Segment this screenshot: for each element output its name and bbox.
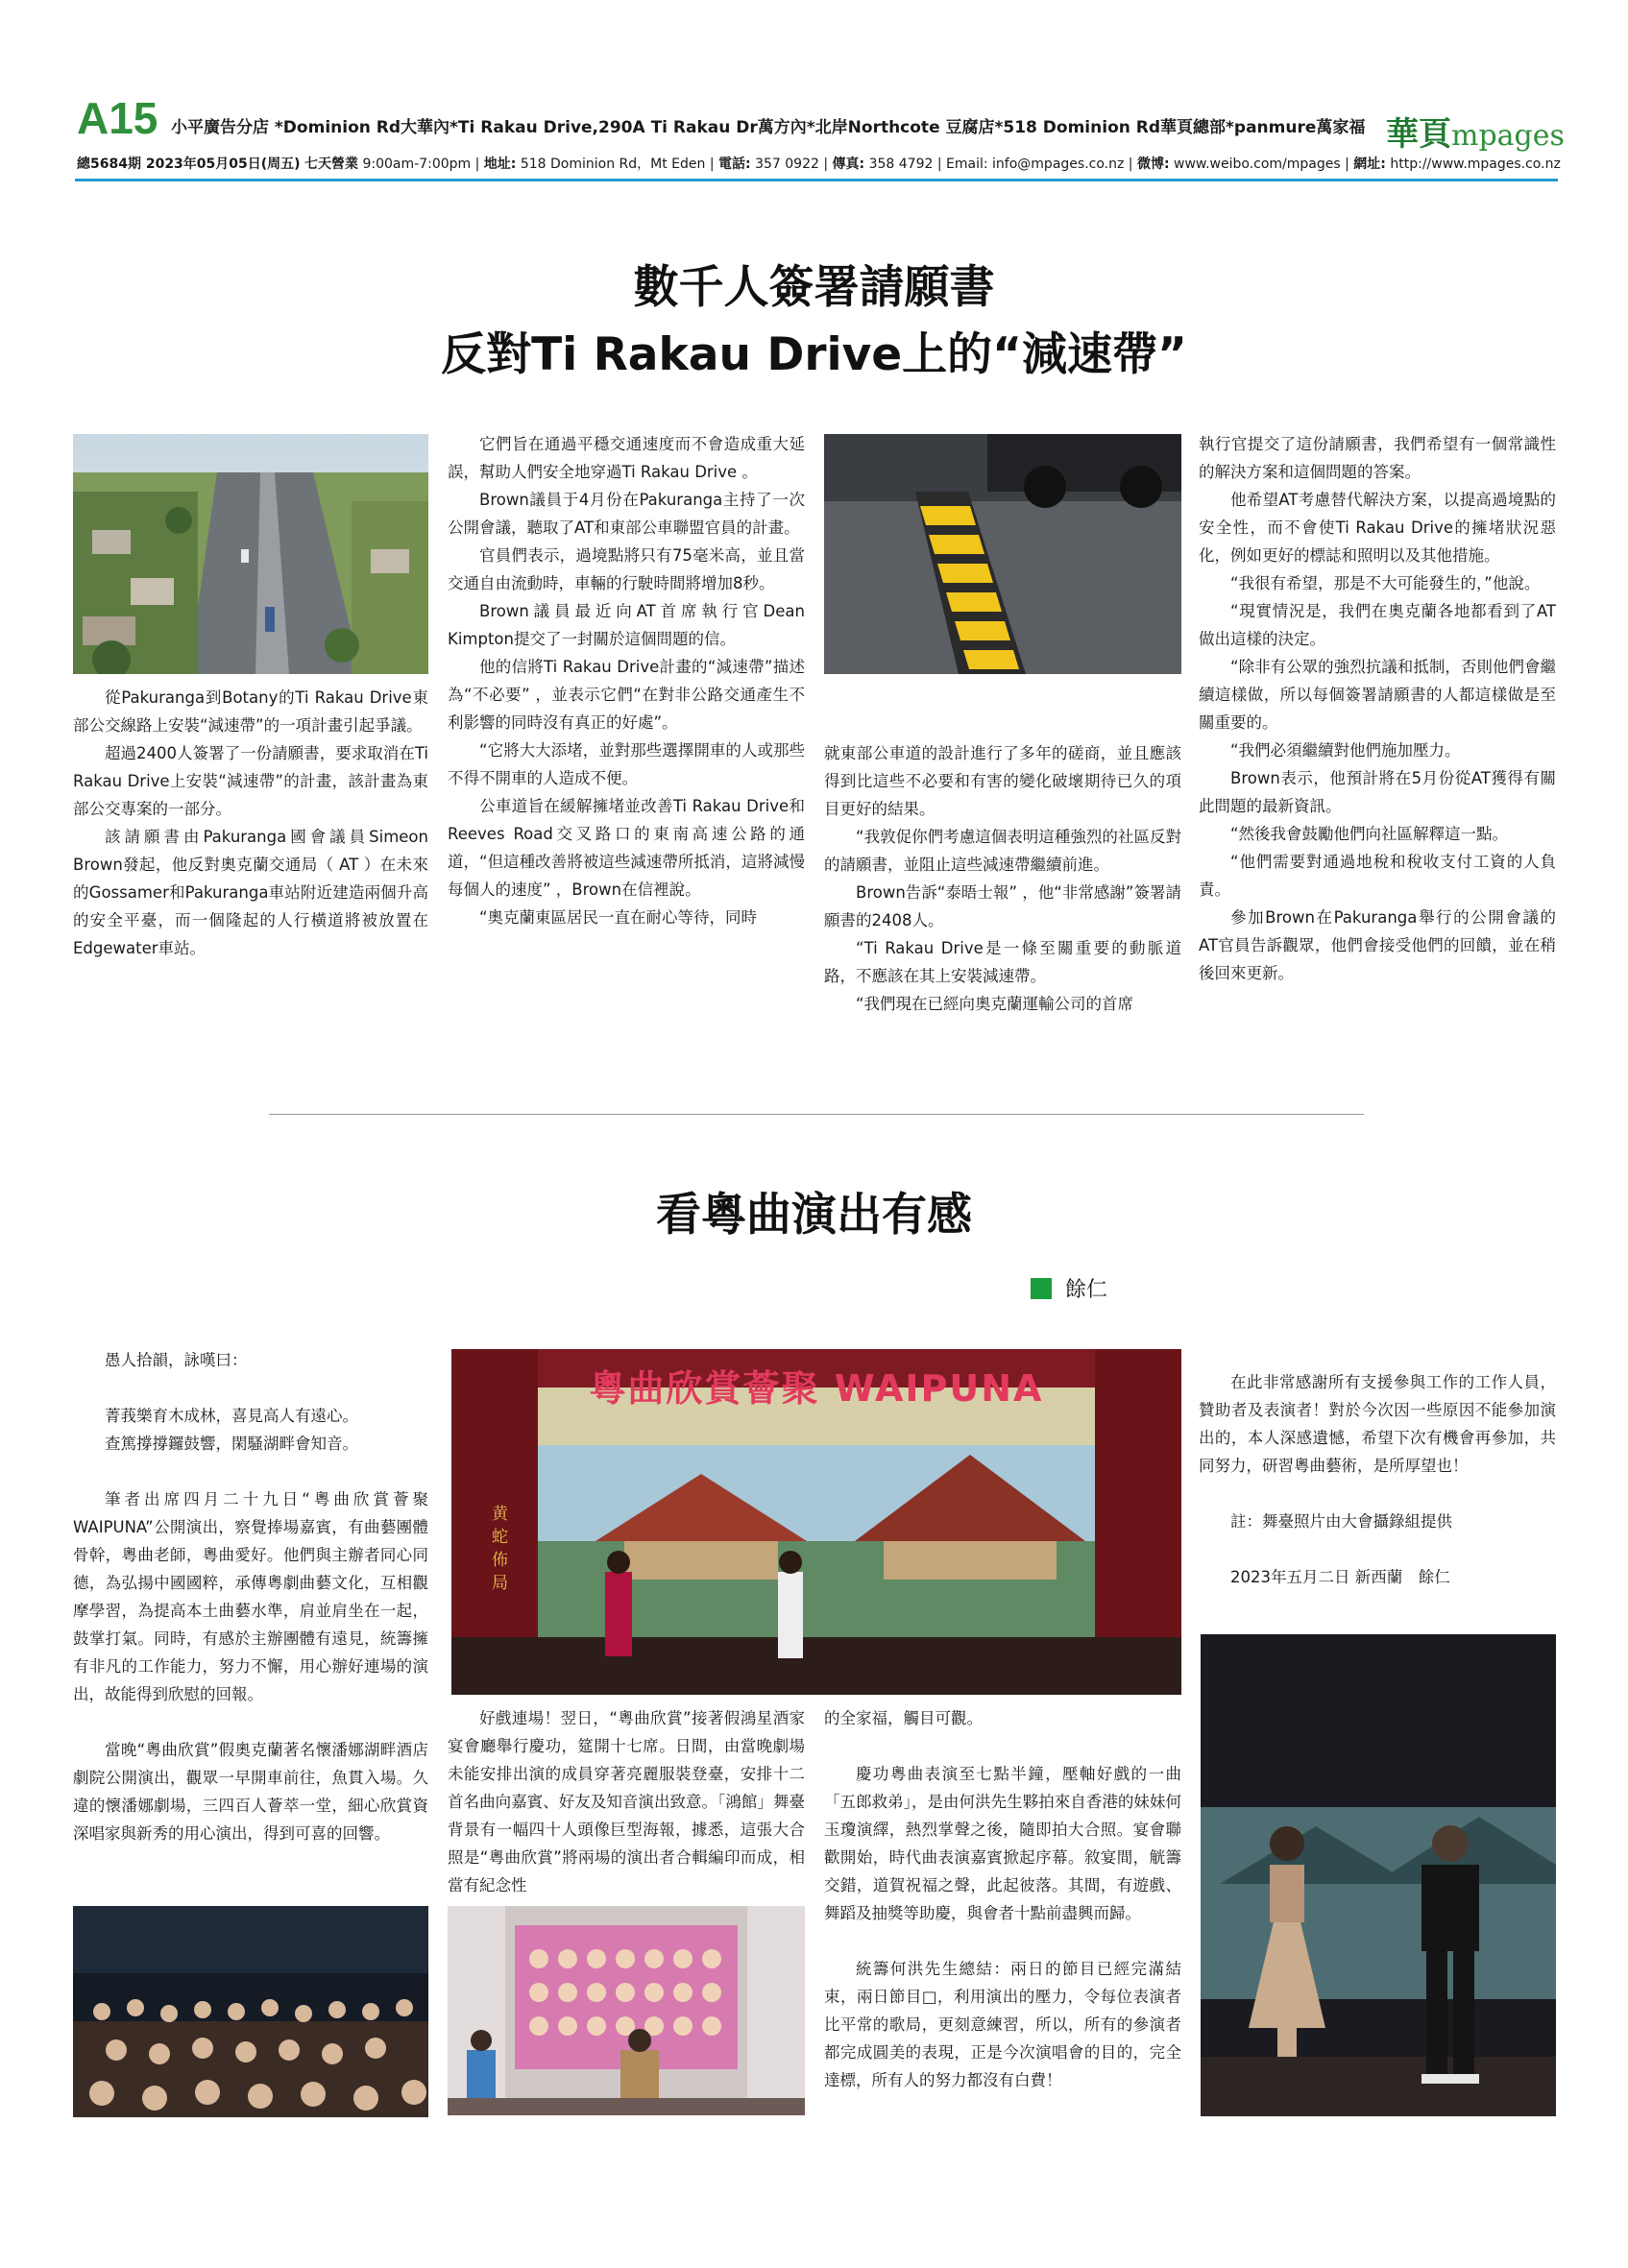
phone: 357 0922 [755,157,819,172]
article2-column-2 [448,1704,805,1899]
article2-column-1 [73,1346,428,1847]
paragraph: 好戲連場！翌日，“粵曲欣賞”接著假鴻星酒家宴會廳舉行慶功，筵開十七席。日間，由當晚劇場未能安排出演的成員穿著亮麗服裝登臺，安排十二首名曲向嘉賓、好友及知音演出致意。「鴻館」舞臺背景有一幅四十人頭像巨型海報，據悉，這張大合照是“粵曲欣賞”將兩場的演出者合輯編印而成，相當有紀念性 [448,1709,805,1894]
paragraph: 統籌何洪先生總結：兩日的節目已經完滿結束，兩日節目□，利用演出的壓力，令每位表演者比平常的歌局，更刻意練習，所以，所有的參演者都完成圓美的表現，正是今次演唱會的目的，完全達標，所有人的努力都沒有白費！ [824,1960,1181,2089]
address: 518 Dominion Rd，Mt Eden [520,157,706,172]
article1-column-4 [1199,430,1556,987]
poem-line: 菁莪樂育木成林，喜見高人有遠心。 [105,1407,358,1425]
paragraph: 超過2400人簽署了一份請願書，要求取消在Ti Rakau Drive上安裝“減速帶”的計畫，該計畫為東部公交專案的一部分。 [73,744,428,818]
paragraph: 官員們表示，過境點將只有75毫米高，並且當交通自由流動時，車輛的行駛時間將增加8秒。 [448,546,805,592]
header-rule [75,179,1558,181]
logo-chinese: 華頁 [1386,115,1451,154]
article1-column-2 [448,430,805,931]
byline-square-icon [1031,1278,1052,1299]
stage-performance-photo [451,1349,1181,1695]
paragraph: 慶功粵曲表演至七點半鐘，壓軸好戲的一曲「五郎救弟」，是由何洪先生夥拍來自香港的妹妹何玉瓊演繹，熱烈掌聲之後，隨即拍大合照。宴會聯歡開始，時代曲表演嘉賓掀起序幕。敘宴間，觥籌交錯，道賀祝福之聲，此起彼落。其間，有遊戲、舞蹈及抽獎等助慶，與會者十點前盡興而歸。 [824,1765,1181,1922]
paragraph: 執行官提交了這份請願書，我們希望有一個常識性的解決方案和這個問題的答案。 [1199,435,1556,481]
article2-column-4 [1199,1368,1556,1591]
paragraph: Brown議員最近向AT首席執行官Dean Kimpton提交了一封關於這個問題的信。 [448,602,805,648]
paragraph: “我很有希望，那是不大可能發生的，”他說。 [1230,574,1541,592]
weibo-link[interactable]: www.weibo.com/mpages [1174,157,1341,172]
issue-date: 總5684期 2023年05月05日(周五) [77,157,301,172]
photo-credit: 註：舞臺照片由大會攝錄組提供 [1230,1512,1452,1531]
banquet-stage-photo [448,1906,805,2115]
page-number: A15 [77,93,158,143]
aerial-road-photo [73,434,428,674]
paragraph: “它將大大添堵，並對那些選擇開車的人或那些不得不開車的人造成不便。 [448,741,805,787]
paragraph: 該請願書由Pakuranga國會議員Simeon Brown發起，他反對奧克蘭交通局（ AT ）在未來的Gossamer和Pakuranga車站附近建造兩個升高的安全平臺，而一個隆起的人行橫道將被放置在Edgewater車站。 [73,828,428,957]
phone-label: 電話: [718,157,751,172]
stage-side-text: 黄蛇佈局 [492,1505,508,1593]
paragraph: 參加Brown在Pakuranga舉行的公開會議的AT官員告訴觀眾，他們會接受他們的回饋，並在稍後回來更新。 [1199,908,1556,982]
author-name: 餘仁 [1065,1278,1108,1302]
paragraph: “然後我會鼓勵他們向社區解釋這一點。 [1230,825,1509,843]
address-label: 地址: [483,157,517,172]
fax-label: 傳真: [832,157,865,172]
paragraph: “現實情況是，我們在奧克蘭各地都看到了AT做出這樣的決定。 [1199,602,1556,648]
publication-info: 總5684期 2023年05月05日(周五) 七天營業 9:00am-7:00pm | 地址: 518 Dominion Rd，Mt Eden | 電話: 357 0922 | 傳真: 358 4792 | Email: info@mpages.co.nz | 微博: www.weibo.com/mpages | 網址: http://www.mpages.co.nz [77,157,1561,172]
paragraph: “我敦促你們考慮這個表明這種強烈的社區反對的請願書，並阻止這些減速帶繼續前進。 [824,828,1181,874]
fax: 358 4792 [868,157,934,172]
logo-english: mpages [1451,119,1565,153]
website-link[interactable]: http://www.mpages.co.nz [1390,157,1561,172]
weibo-label: 微博: [1136,157,1170,172]
stage-banner: 粵曲欣賞薈聚 WAIPUNA [589,1367,1044,1410]
article1-title-line1: 數千人簽署請願書 [633,261,995,314]
web-label: 網址: [1353,157,1386,172]
mpages-logo [1386,108,1565,155]
paragraph: 它們旨在通過平穩交通速度而不會造成重大延誤，幫助人們安全地穿過Ti Rakau Drive 。 [448,435,805,481]
paragraph: 他希望AT考慮替代解決方案，以提高過境點的安全性，而不會使Ti Rakau Drive的擁堵狀況惡化，例如更好的標誌和照明以及其他措施。 [1199,491,1556,565]
article1-column-3 [824,739,1181,1018]
paragraph: “Ti Rakau Drive是一條至關重要的動脈道路，不應該在其上安裝減速帶。 [824,939,1181,985]
poem-line: 查篤撐撐鑼鼓響，閑騷湖畔會知音。 [105,1435,358,1453]
article2-column-3 [824,1704,1181,2094]
paragraph: Brown議員于4月份在Pakuranga主持了一次公開會議，聽取了AT和東部公車聯盟官員的計畫。 [448,491,805,537]
paragraph: “我們現在已經向奧克蘭運輸公司的首席 [856,995,1134,1013]
paragraph: “他們需要對通過地稅和稅收支付工資的人負責。 [1199,853,1556,899]
article2-title: 看粵曲演出有感 [656,1189,972,1242]
section-divider [269,1114,1364,1115]
hours-label: 七天營業 [304,157,359,172]
paragraph: “奧克蘭東區居民一直在耐心等待，同時 [479,908,758,927]
article1-column-1 [73,684,428,962]
paragraph: Brown告訴“泰晤士報” ，他“非常感謝”簽署請願書的2408人。 [824,883,1181,929]
paragraph: 當晚“粵曲欣賞”假奧克蘭著名懷潘娜湖畔酒店劇院公開演出，觀眾一早開車前往，魚貫入場。久違的懷潘娜劇場，三四百人薈萃一堂，細心欣賞資深唱家與新秀的用心演出，得到可喜的回響。 [73,1741,428,1843]
article1-title-line2: 反對Ti Rakau Drive上的“減速帶” [441,328,1187,381]
paragraph: Brown表示，他預計將在5月份從AT獲得有關此問題的最新資訊。 [1199,769,1556,815]
paragraph: 筆者出席四月二十九日“粵曲欣賞薈聚WAIPUNA”公開演出，察覺捧場嘉賓，有曲藝團體骨幹，粵曲老師，粵曲愛好。他們與主辦者同心同德，為弘揚中國國粹，承傳粵劇曲藝文化，互相觀摩學習，為提高本土曲藝水準，肩並肩坐在一起，鼓掌打氣。同時，有感於主辦團體有遠見，統籌擁有非凡的工作能力，努力不懈，用心辦好連場的演出，故能得到欣慰的回報。 [73,1490,428,1703]
intro-line: 愚人拾韻，詠嘆曰： [105,1351,248,1369]
paragraph: 的全家福，觸目可觀。 [824,1709,983,1727]
paragraph: 就東部公車道的設計進行了多年的磋商，並且應該得到比這些不必要和有害的變化破壞期待已久的項目更好的結果。 [824,744,1181,818]
duet-performers-photo [1201,1634,1556,2116]
paragraph: “除非有公眾的強烈抗議和抵制，否則他們會繼續這樣做，所以每個簽署請願書的人都這樣做是至關重要的。 [1199,658,1556,732]
paragraph: “我們必須繼續對他們施加壓力。 [1230,741,1461,760]
paragraph: 從Pakuranga到Botany的Ti Rakau Drive東部公交線路上安裝“減速帶”的一項計畫引起爭議。 [73,688,428,735]
hours: 9:00am-7:00pm [362,157,472,172]
speed-bump-photo [824,434,1181,674]
branch-list: 小平廣告分店 *Dominion Rd大華內*Ti Rakau Drive,290A Ti Rakau Dr萬方內*北岸Northcote 豆腐店*518 Dominion Rd華頁總部*panmure萬家福 [171,118,1366,137]
article2-byline [1031,1273,1107,1303]
audience-photo [73,1906,428,2117]
dateline: 2023年五月二日 新西蘭 餘仁 [1230,1568,1450,1586]
email[interactable]: Email: info@mpages.co.nz [946,157,1125,172]
paragraph: 在此非常感謝所有支援參與工作的工作人員，贊助者及表演者！對於今次因一些原因不能參加演出的，本人深感遺憾，希望下次有機會再參加，共同努力，研習粵曲藝術，是所厚望也！ [1199,1373,1556,1475]
paragraph: 公車道旨在緩解擁堵並改善Ti Rakau Drive和Reeves Road交叉路口的東南高速公路的通道，“但這種改善將被這些減速帶所抵消，這將減慢每個人的速度” ，Brown在信裡說。 [448,797,805,899]
paragraph: 他的信將Ti Rakau Drive計畫的“減速帶”描述為“不必要” ，並表示它們“在對非公路交通產生不利影響的同時沒有真正的好處”。 [448,658,805,732]
